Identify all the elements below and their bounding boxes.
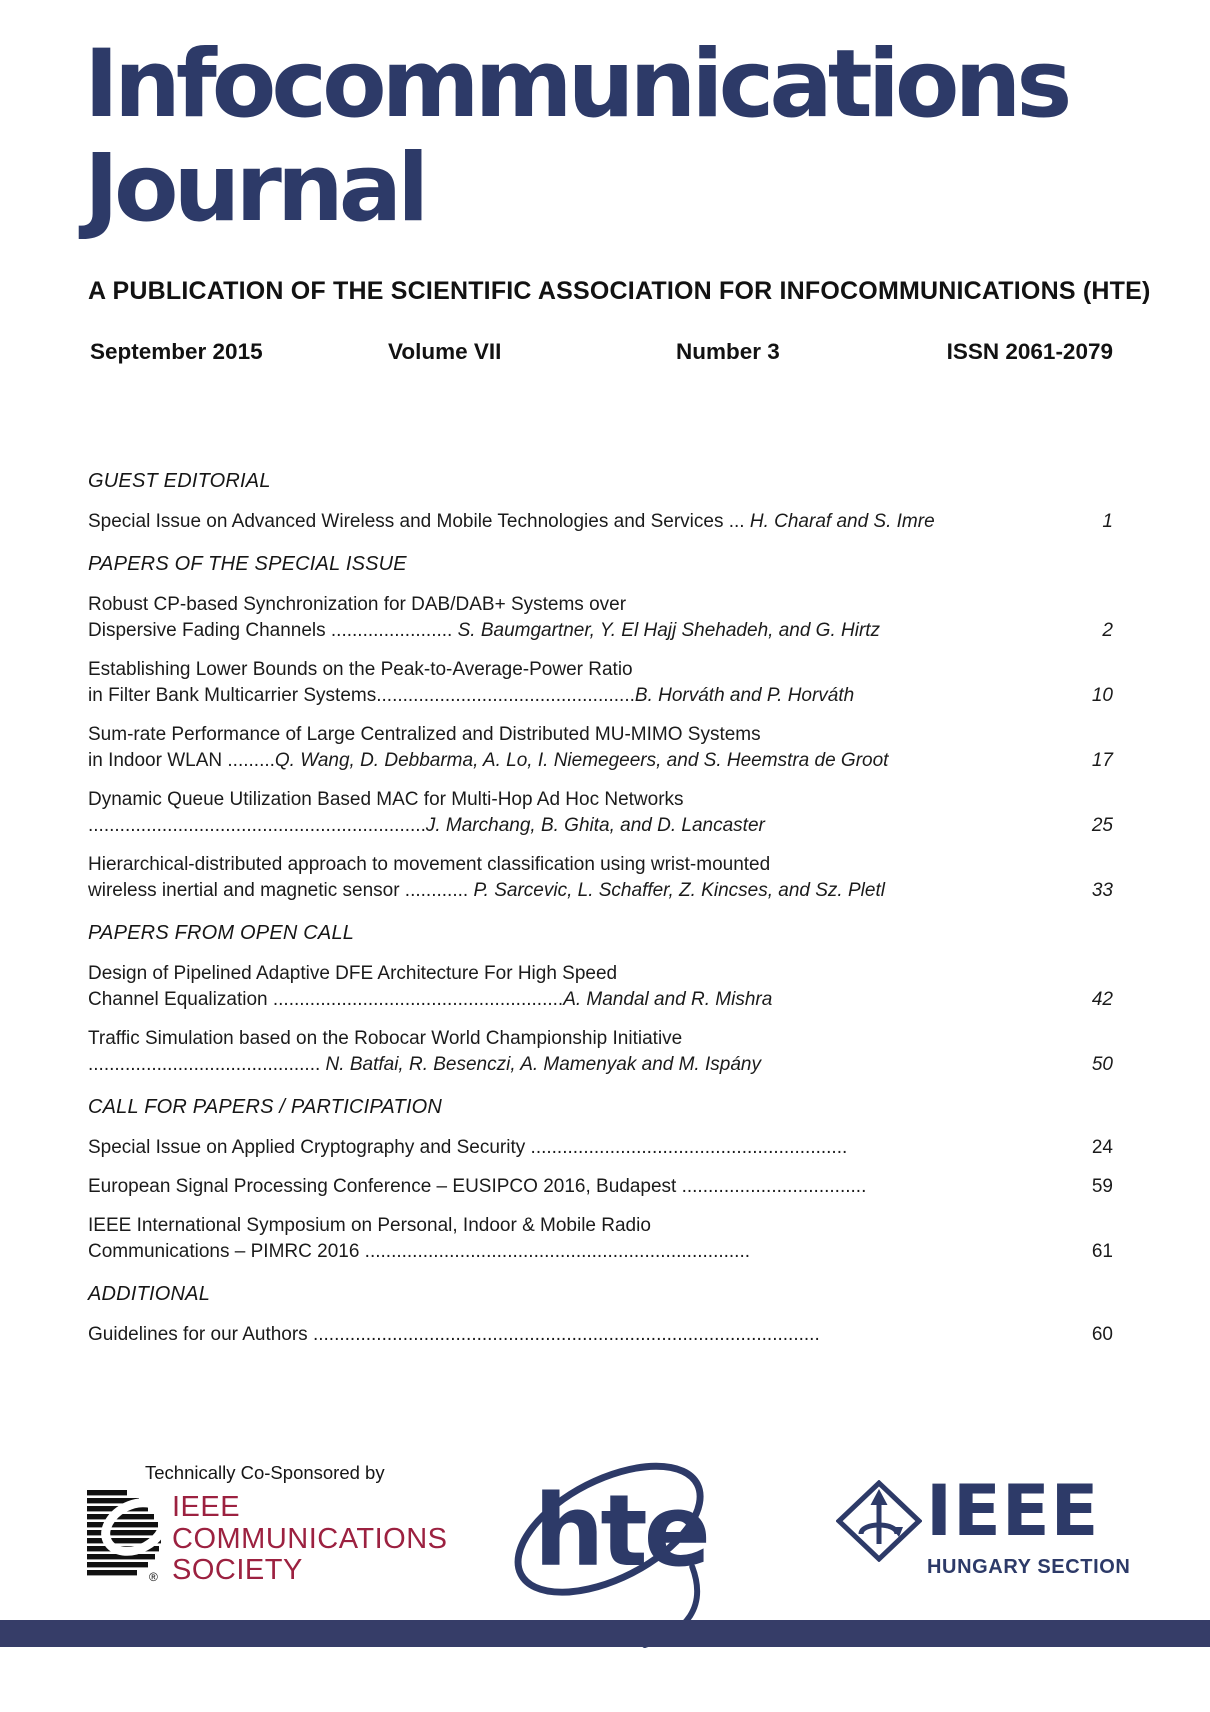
entry-authors: Q. Wang, D. Debbarma, A. Lo, I. Niemegeers, and S. Heemstra de Groot — [274, 750, 889, 771]
issue-date: September 2015 — [90, 339, 263, 364]
entry-title: Dispersive Fading Channels ....................... — [88, 620, 458, 641]
page-number: 1 — [1102, 511, 1113, 532]
entry-authors: S. Baumgartner, Y. El Hajj Shehadeh, and G. Hirtz — [457, 620, 881, 641]
entry-authors: P. Sarcevic, L. Schaffer, Z. Kincses, and Sz. Pletl — [473, 880, 885, 901]
entry-title: Sum-rate Performance of Large Centralized and Distributed MU-MIMO Systems — [88, 724, 761, 745]
page-number: 25 — [1091, 815, 1113, 836]
entry-authors: J. Marchang, B. Ghita, and D. Lancaster — [425, 815, 765, 836]
toc-entry — [88, 852, 1113, 904]
page-number: 17 — [1091, 750, 1113, 771]
entry-title: European Signal Processing Conference – EUSIPCO 2016, Budapest ................................... — [88, 1176, 867, 1197]
entry-title: in Indoor WLAN ......... — [88, 750, 275, 771]
entry-title: Robust CP-based Synchronization for DAB/DAB+ Systems over — [88, 594, 627, 615]
entry-title: Establishing Lower Bounds on the Peak-to-Average-Power Ratio — [88, 659, 633, 680]
page-number: 2 — [1102, 620, 1113, 641]
comsoc-line3: SOCIETY — [172, 1554, 303, 1586]
issue-issn: ISSN 2061-2079 — [946, 339, 1113, 364]
toc-entry — [88, 509, 1113, 535]
page-number: 50 — [1091, 1054, 1113, 1075]
section-heading-guest-editorial: GUEST EDITORIAL — [88, 470, 271, 492]
page-number: 10 — [1091, 685, 1113, 706]
toc-entry — [88, 722, 1113, 774]
table-of-contents — [88, 468, 1113, 1361]
toc-entry — [88, 1322, 1113, 1348]
toc-entry — [88, 592, 1113, 644]
entry-title: ................................................................ — [88, 815, 426, 836]
page-number: 24 — [1091, 1137, 1113, 1158]
journal-logo — [84, 30, 1068, 243]
entry-title: Channel Equalization ....................................................... — [88, 989, 564, 1010]
journal-logo-line1: Infocommunications — [84, 30, 1068, 139]
issue-info-row — [88, 339, 1113, 367]
entry-title: in Filter Bank Multicarrier Systems................................................. — [88, 685, 635, 706]
sponsor-label: Technically Co-Sponsored by — [145, 1462, 385, 1483]
page-number: 59 — [1091, 1176, 1113, 1197]
page-number: 33 — [1091, 880, 1113, 901]
entry-title: wireless inertial and magnetic sensor ............ — [88, 880, 474, 901]
journal-logo-line2: Journal — [84, 134, 425, 243]
toc-entry — [88, 1213, 1113, 1265]
entry-title: IEEE International Symposium on Personal, Indoor & Mobile Radio — [88, 1215, 651, 1236]
page-number: 60 — [1091, 1324, 1113, 1345]
page-number: 61 — [1091, 1241, 1113, 1262]
issue-number: Number 3 — [676, 339, 780, 364]
section-heading-open-call: PAPERS FROM OPEN CALL — [88, 922, 355, 944]
entry-title: Dynamic Queue Utilization Based MAC for Multi-Hop Ad Hoc Networks — [88, 789, 684, 810]
entry-title: Hierarchical-distributed approach to movement classification using wrist-mounted — [88, 854, 771, 875]
toc-entry — [88, 961, 1113, 1013]
ieee-diamond-icon — [836, 1480, 922, 1562]
ieee-hungary-wordmark: IEEE — [926, 1470, 1100, 1552]
publication-line: A PUBLICATION OF THE SCIENTIFIC ASSOCIATION FOR INFOCOMMUNICATIONS (HTE) — [88, 277, 1151, 305]
entry-title: Special Issue on Applied Cryptography and Security ............................................................ — [88, 1137, 848, 1158]
page-number: 42 — [1091, 989, 1113, 1010]
comsoc-wordmark — [172, 1492, 448, 1587]
entry-authors: H. Charaf and S. Imre — [749, 511, 935, 532]
toc-entry — [88, 787, 1113, 839]
comsoc-globe-icon — [85, 1490, 163, 1582]
hungary-section-label: HUNGARY SECTION — [927, 1556, 1131, 1578]
comsoc-line1: IEEE — [172, 1491, 241, 1523]
entry-title: Communications – PIMRC 2016 ......................................................................... — [88, 1241, 751, 1262]
entry-title: Design of Pipelined Adaptive DFE Architecture For High Speed — [88, 963, 618, 984]
entry-title: ............................................ — [88, 1054, 326, 1075]
svg-text:®: ® — [149, 1570, 158, 1582]
comsoc-line2: COMMUNICATIONS — [172, 1522, 448, 1555]
toc-entry — [88, 1135, 1113, 1161]
entry-authors: B. Horváth and P. Horváth — [634, 685, 855, 706]
entry-authors: N. Batfai, R. Besenczi, A. Mamenyak and M. Ispány — [325, 1054, 761, 1075]
footer-bar — [0, 1620, 1210, 1647]
hte-wordmark: hte — [533, 1473, 707, 1589]
hte-logo — [488, 1450, 746, 1648]
section-heading-call-for-papers: CALL FOR PAPERS / PARTICIPATION — [88, 1096, 443, 1118]
issue-volume: Volume VII — [388, 339, 502, 364]
toc-entry — [88, 1174, 1113, 1200]
section-heading-additional: ADDITIONAL — [88, 1283, 211, 1305]
entry-title: Special Issue on Advanced Wireless and Mobile Technologies and Services ... — [88, 511, 750, 532]
entry-title: Traffic Simulation based on the Robocar World Championship Initiative — [88, 1028, 683, 1049]
entry-title: Guidelines for our Authors ................................................................................................ — [88, 1324, 820, 1345]
toc-entry — [88, 1026, 1113, 1078]
entry-authors: A. Mandal and R. Mishra — [563, 989, 773, 1010]
section-heading-special-issue: PAPERS OF THE SPECIAL ISSUE — [88, 553, 407, 575]
toc-entry — [88, 657, 1113, 709]
